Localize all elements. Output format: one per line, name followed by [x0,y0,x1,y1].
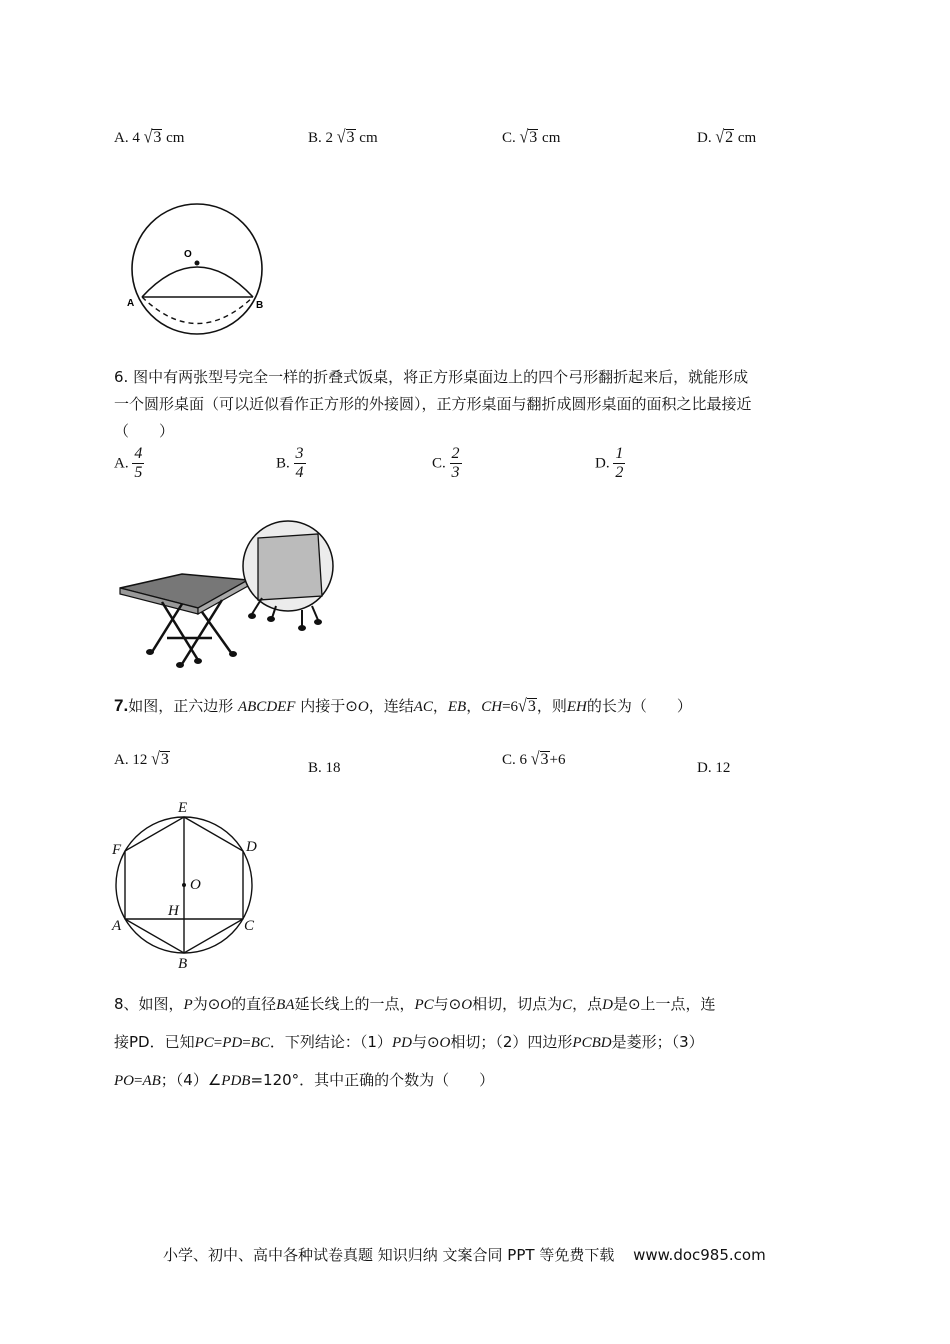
q5-option-c: C. √3 cm [502,127,561,148]
q8-line-2: 接PD．已知PC=PD=BC．下列结论：（1）PD与⊙O相切；（2）四边形PCBD是菱形；（3） [114,1033,704,1051]
q7-label-e: E [178,800,188,816]
q8-line-3: PO=AB；（4）∠PDB=120°．其中正确的个数为（ ） [114,1071,495,1089]
q5-dashed-arc [142,297,253,324]
sqrt-symbol: √3 [530,749,549,770]
q7-label-b: B [178,956,188,972]
footer-text: 小学、初中、高中各种试卷真题 知识归纳 文案合同 PPT 等免费下载 [163,1246,615,1264]
q5-label-a: A [127,298,135,309]
q7-option-a: A. 12 √3 [114,749,169,770]
page-footer [163,1244,766,1265]
q6-option-b: B. $\frac{3}{4}$ [276,445,304,481]
q6-question: 6. 图中有两张型号完全一样的折叠式饭桌，将正方形桌面边上的四个弓形翻折起来后，就能形成 一个圆形桌面（可以近似看作正方形的外接圆），正方形桌面与翻折成圆形桌面的面积之比最接近 （ ） [114,368,752,440]
q8-question [114,986,716,1100]
q7-option-b: B. 18 [308,760,341,776]
q6-inner-square [258,534,322,600]
q6-tables-figure [112,518,342,670]
sqrt-symbol: √3 [518,696,536,717]
q7-label-a: A [112,918,122,934]
sqrt-symbol: √3 [519,127,538,148]
q5-option-a: A. 4 √3 cm [114,127,185,148]
footer-site-link[interactable]: www.doc985.com [633,1246,766,1264]
q5-option-d: D. √2 cm [697,127,757,148]
q5-circle [132,204,262,334]
q5-folded-arc [142,267,253,297]
q5-label-b: B [256,300,264,311]
q7-option-c: C. 6 √3+6 [502,749,566,770]
q7-label-f: F [112,842,122,858]
q7-hexagon-figure [106,796,266,972]
q7-center-point [182,883,186,887]
sqrt-symbol: √3 [143,127,162,148]
q5-label-o: O [184,249,192,260]
sqrt-symbol: √3 [336,127,355,148]
q6-round-table-feet [248,613,322,631]
q5-option-b: B. 2 √3 cm [308,127,378,148]
q6-option-a: A. $\frac{4}{5}$ [114,445,143,481]
sqrt-symbol: √2 [715,127,734,148]
q7-label-h: H [168,903,179,919]
q8-line-1: 8、如图，P为⊙O的直径BA延长线上的一点，PC与⊙O相切，切点为C，点D是⊙上一点，连 [114,995,716,1013]
q5-circle-figure [118,190,278,335]
q7-question: 7.如图，正六边形 ABCDEF 内接于⊙O，连结AC，EB，CH=6√3，则EH的长为（ ） [114,694,692,719]
q6-option-c: C. $\frac{2}{3}$ [432,445,460,481]
q6-option-d: D. $\frac{1}{2}$ [595,445,624,481]
q7-label-o: O [190,877,201,893]
q7-option-d: D. 12 [697,760,731,776]
q7-label-c: C [244,918,255,934]
sqrt-symbol: √3 [151,749,169,770]
q5-center-point [195,261,200,266]
q7-label-d: D [246,839,257,855]
